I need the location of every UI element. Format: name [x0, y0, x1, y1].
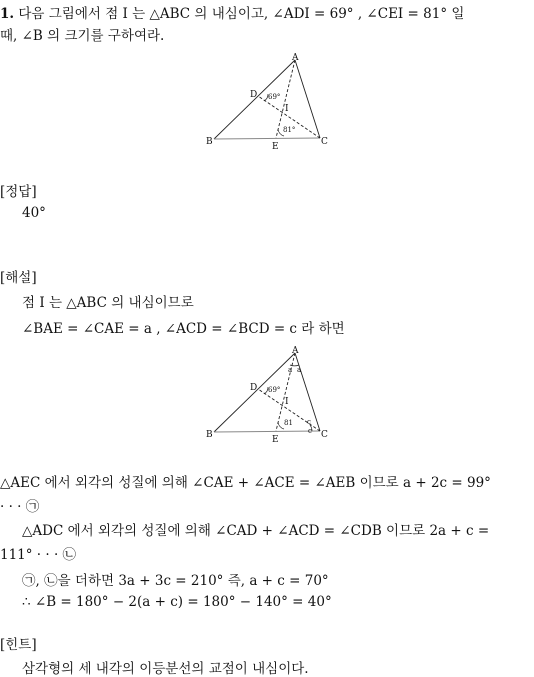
- solution-line-6: 111° · · · ㉡: [0, 547, 77, 563]
- solution-line-1: 점 I 는 △ABC 의 내심이므로: [22, 295, 194, 311]
- hint-text: 삼각형의 세 내각의 이등분선의 교점이 내심이다.: [22, 661, 309, 677]
- label-i-2: I: [285, 397, 289, 407]
- label-b-2: B: [206, 430, 213, 440]
- side-bc-2: [214, 431, 320, 432]
- side-ac: [295, 60, 320, 138]
- label-a: A: [292, 53, 299, 63]
- angle-cei-label: 81°: [283, 126, 296, 134]
- figure-triangle-1: [200, 52, 335, 152]
- label-c: C: [321, 137, 328, 147]
- angle-mark-c-1: c: [307, 418, 311, 426]
- figure-triangle-2: [200, 345, 335, 445]
- angle-mark-c-2: c: [308, 427, 312, 435]
- angle-adi-label-2: 69°: [268, 386, 281, 394]
- angle-mark-a-1: a: [288, 366, 293, 374]
- solution-line-7: ㉠, ㉡을 더하면 3a + 3c = 210° 즉, a + c = 70°: [22, 573, 329, 589]
- solution-line-2: ∠BAE = ∠CAE = a , ∠ACD = ∠BCD = c 라 하면: [22, 321, 345, 337]
- label-a-2: A: [292, 346, 299, 356]
- label-e-2: E: [272, 435, 279, 445]
- label-c-2: C: [321, 430, 328, 440]
- solution-line-4: · · · ㉠: [0, 499, 40, 515]
- solution-heading: [해설]: [0, 270, 37, 286]
- answer-heading: [정답]: [0, 184, 37, 200]
- label-i: I: [285, 104, 289, 114]
- solution-line-5: △ADC 에서 외각의 성질에 의해 ∠CAD + ∠ACD = ∠CDB 이므로 2a + c =: [22, 523, 490, 539]
- angle-mark-a-2: a: [297, 366, 302, 374]
- problem-number: 1.: [0, 6, 15, 22]
- label-d-2: D: [250, 383, 258, 393]
- label-b: B: [206, 137, 213, 147]
- hint-heading: [힌트]: [0, 637, 37, 653]
- problem-text-1: 다음 그림에서 점 I 는 △ABC 의 내심이고, ∠ADI = 69° , ∠CEI = 81° 일: [18, 6, 465, 22]
- angle-adi-label: 69°: [268, 93, 281, 101]
- angle-cei-label-2: 81: [284, 419, 293, 427]
- solution-line-3: △AEC 에서 외각의 성질에 의해 ∠CAE + ∠ACE = ∠AEB 이므로 a + 2c = 99°: [0, 475, 491, 491]
- label-d: D: [250, 90, 258, 100]
- solution-line-8: ∴ ∠B = 180° − 2(a + c) = 180° − 140° = 40°: [22, 594, 332, 610]
- problem-text-2: 때, ∠B 의 크기를 구하여라.: [0, 28, 165, 44]
- side-bc: [214, 138, 320, 139]
- problem-line-1: [0, 2, 464, 22]
- answer-value: 40°: [22, 205, 46, 221]
- label-e: E: [272, 142, 279, 152]
